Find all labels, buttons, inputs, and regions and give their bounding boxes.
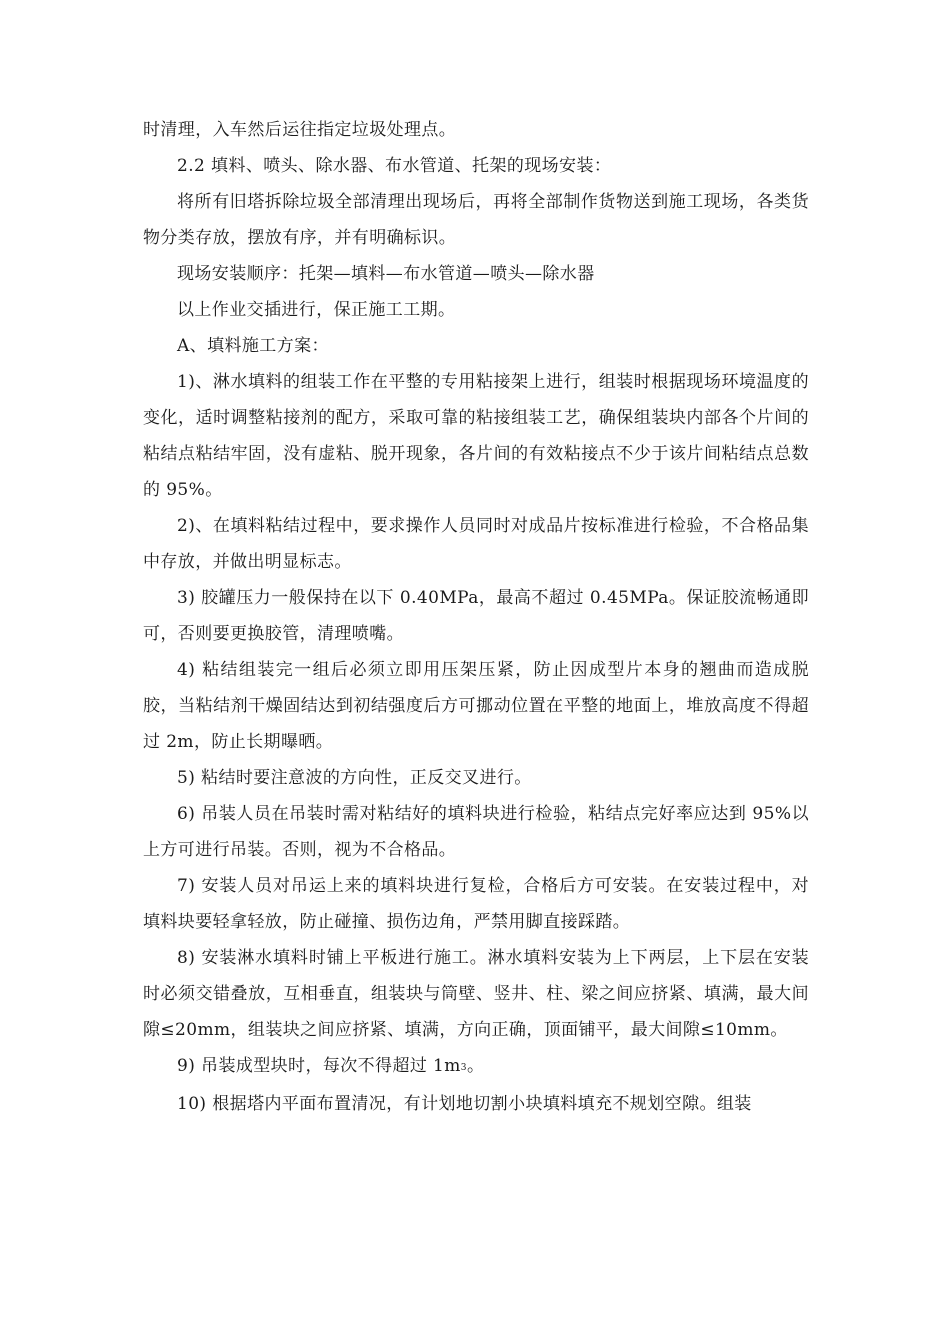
list-item-5: 5) 粘结时要注意波的方向性，正反交叉进行。 xyxy=(177,768,532,788)
list-item-7: 7) 安装人员对吊运上来的填料块进行复检，合格后方可安装。在安装过程中，对填料块要轻拿轻放，防止碰撞、损伤边角，严禁用脚直接踩踏。 xyxy=(143,876,809,932)
list-item-1: 1)、淋水填料的组装工作在平整的专用粘接架上进行，组装时根据现场环境温度的变化，适时调整粘接剂的配方，采取可靠的粘接组装工艺，确保组装块内部各个片间的粘结点粘结牢固，没有虚粘、脱开现象，各片间的有效粘接点不少于该片间粘结点总数的 95%。 xyxy=(143,372,809,500)
section-heading-a: A、填料施工方案： xyxy=(177,336,329,356)
list-item-2: 2)、在填料粘结过程中，要求操作人员同时对成品片按标准进行检验，不合格品集中存放，并做出明显标志。 xyxy=(143,516,809,572)
list-item-10: 10) 根据塔内平面布置清况，有计划地切割小块填料填充不规划空隙。组装 xyxy=(177,1094,752,1114)
list-item-9-text: 9) 吊装成型块时，每次不得超过 1m xyxy=(177,1056,461,1076)
document-body xyxy=(143,112,809,1122)
paragraph-install-order: 现场安装顺序：托架—填料—布水管道—喷头—除水器 xyxy=(177,264,595,284)
section-heading-2-2: 2.2 填料、喷头、除水器、布水管道、托架的现场安装： xyxy=(177,156,612,176)
list-item-9 xyxy=(143,1048,809,1086)
list-item-4: 4) 粘结组装完一组后必须立即用压架压紧，防止因成型片本身的翘曲而造成脱胶，当粘结剂干燥固结达到初结强度后方可挪动位置在平整的地面上，堆放高度不得超过 2m，防止长期曝晒。 xyxy=(143,660,809,752)
list-item-8: 8) 安装淋水填料时铺上平板进行施工。淋水填料安装为上下两层，上下层在安装时必须交错叠放，互相垂直，组装块与筒壁、竖井、柱、梁之间应挤紧、填满，最大间隙≤20mm，组装块之间应挤紧、填满，方向正确，顶面铺平，最大间隙≤10mm。 xyxy=(143,948,809,1040)
list-item-9-tail: 。 xyxy=(466,1056,485,1076)
list-item-3: 3) 胶罐压力一般保持在以下 0.40MPa，最高不超过 0.45MPa。保证胶流畅通即可，否则要更换胶管，清理喷嘴。 xyxy=(143,588,809,644)
paragraph-5: 以上作业交插进行，保正施工工期。 xyxy=(177,300,456,320)
paragraph-1: 时清理，入车然后运往指定垃圾处理点。 xyxy=(143,120,457,140)
paragraph-3: 将所有旧塔拆除垃圾全部清理出现场后，再将全部制作货物送到施工现场，各类货物分类存放，摆放有序，并有明确标识。 xyxy=(143,192,809,248)
superscript-exponent: 3 xyxy=(460,1063,467,1073)
list-item-6: 6) 吊装人员在吊装时需对粘结好的填料块进行检验，粘结点完好率应达到 95%以上方可进行吊装。否则，视为不合格品。 xyxy=(143,804,809,860)
